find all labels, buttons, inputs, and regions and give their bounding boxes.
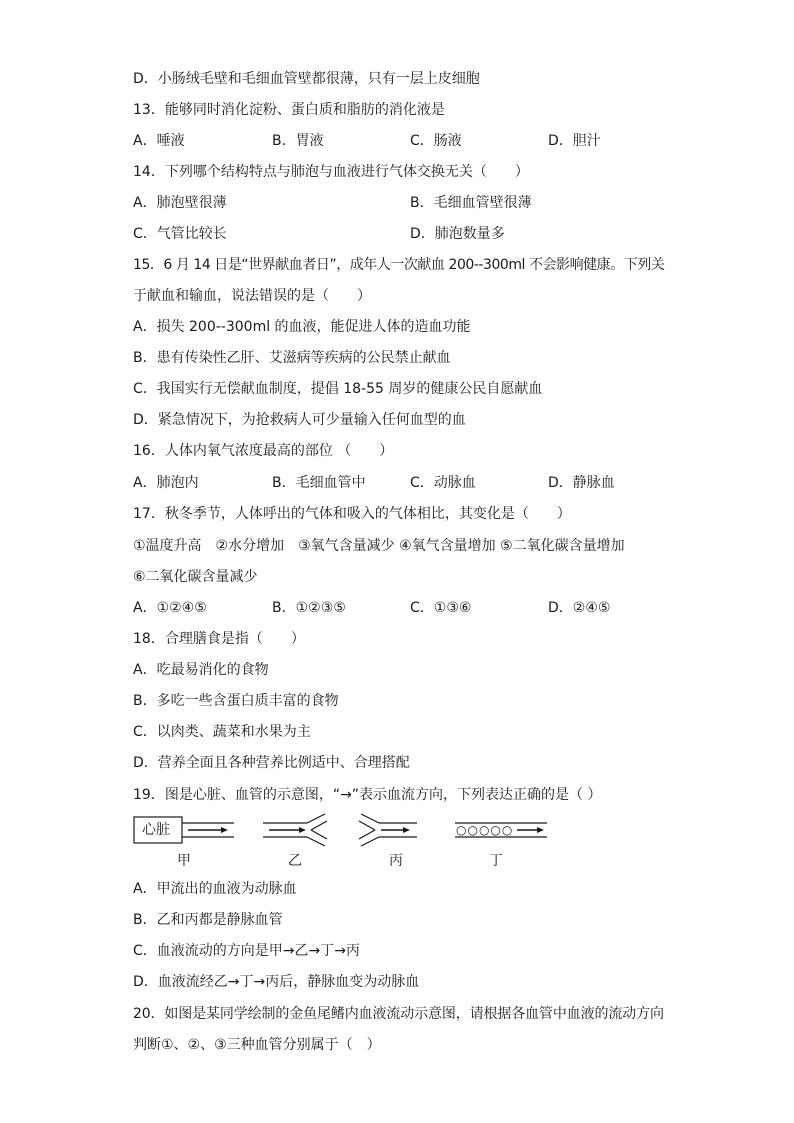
q18-option-d: D．营养全面且各种营养比例适中、合理搭配 (133, 755, 410, 771)
q19-option-b: B．乙和丙都是静脉血管 (133, 912, 283, 928)
question-20-line-2: 判断①、②、③三种血管分别属于（ ） (133, 1037, 381, 1053)
q18-option-c: C．以肉类、蔬菜和水果为主 (133, 724, 311, 740)
q16-option-b: B．毛细血管中 (272, 475, 366, 491)
q14-option-b: B．毛细血管壁很薄 (410, 195, 532, 211)
q15-option-d: D．紧急情况下，为抢救病人可少量输入任何血型的血 (133, 412, 466, 428)
q17-statements-line-2: ⑥二氧化碳含量减少 (133, 569, 258, 585)
question-18: 18．合理膳食是指（ ） (133, 631, 305, 647)
question-19: 19．图是心脏、血管的示意图，“→”表示血流方向，下列表达正确的是（ ） (133, 787, 602, 803)
question-15-line-2: 于献血和输血，说法错误的是（ ） (133, 288, 371, 304)
q14-option-c: C．气管比较长 (133, 226, 227, 242)
q17-option-b: B．①②③⑤ (272, 600, 346, 616)
q14-option-a: A．肺泡壁很薄 (133, 195, 227, 211)
q16-option-c: C．动脉血 (410, 475, 476, 491)
q16-option-d: D．静脉血 (548, 475, 615, 491)
q15-option-c: C．我国实行无偿献血制度，提倡 18-55 周岁的健康公民自愿献血 (133, 381, 543, 397)
q17-option-d: D．②④⑤ (548, 600, 611, 616)
label-ding: 丁 (489, 853, 503, 869)
vessel-yi (263, 814, 327, 846)
label-jia: 甲 (177, 853, 191, 869)
question-20-line-1: 20．如图是某同学绘制的金鱼尾鳍内血液流动示意图，请根据各血管中血液的流动方向 (133, 1006, 664, 1022)
heart-vessel-diagram (133, 812, 573, 874)
q15-option-a: A．损失 200--300ml 的血液，能促进人体的造血功能 (133, 319, 471, 335)
q13-option-c: C．肠液 (410, 133, 462, 149)
q17-option-a: A．①②④⑤ (133, 600, 207, 616)
heart-label: 心脏 (142, 822, 170, 838)
question-16: 16．人体内氧气浓度最高的部位 （ ） (133, 443, 394, 459)
q18-option-a: A．吃最易消化的食物 (133, 662, 269, 678)
question-14: 14．下列哪个结构特点与肺泡与血液进行气体交换无关（ ） (133, 164, 529, 180)
q12-option-d: D．小肠绒毛壁和毛细血管壁都很薄，只有一层上皮细胞 (133, 71, 480, 87)
q18-option-b: B．多吃一些含蛋白质丰富的食物 (133, 693, 339, 709)
vessel-bing (359, 814, 417, 846)
question-13: 13．能够同时消化淀粉、蛋白质和脂肪的消化液是 (133, 102, 445, 118)
q16-option-a: A．肺泡内 (133, 475, 199, 491)
q15-option-b: B．患有传染性乙肝、艾滋病等疾病的公民禁止献血 (133, 350, 451, 366)
q17-statements-line-1: ①温度升高 ②水分增加 ③氧气含量减少 ④氧气含量增加 ⑤二氧化碳含量增加 (133, 538, 625, 554)
q13-option-a: A．唾液 (133, 133, 185, 149)
question-17: 17．秋冬季节，人体呼出的气体和吸入的气体相比，其变化是（ ） (133, 506, 571, 522)
q13-option-d: D．胆汁 (548, 133, 601, 149)
label-bing: 丙 (389, 853, 403, 869)
q19-option-a: A．甲流出的血液为动脉血 (133, 881, 297, 897)
q14-option-d: D．肺泡数量多 (410, 226, 505, 242)
capillary-cells: ○○○○○ (456, 823, 514, 837)
q19-option-c: C．血液流动的方向是甲→乙→丁→丙 (133, 943, 360, 959)
q13-option-b: B．胃液 (272, 133, 324, 149)
q17-option-c: C．①③⑥ (410, 600, 472, 616)
label-yi: 乙 (288, 853, 302, 869)
question-15-line-1: 15．6 月 14 日是“世界献血者日”，成年人一次献血 200--300ml 不会影响健康。下列关 (133, 257, 665, 273)
q19-option-d: D．血液流经乙→丁→丙后，静脉血变为动脉血 (133, 974, 420, 990)
